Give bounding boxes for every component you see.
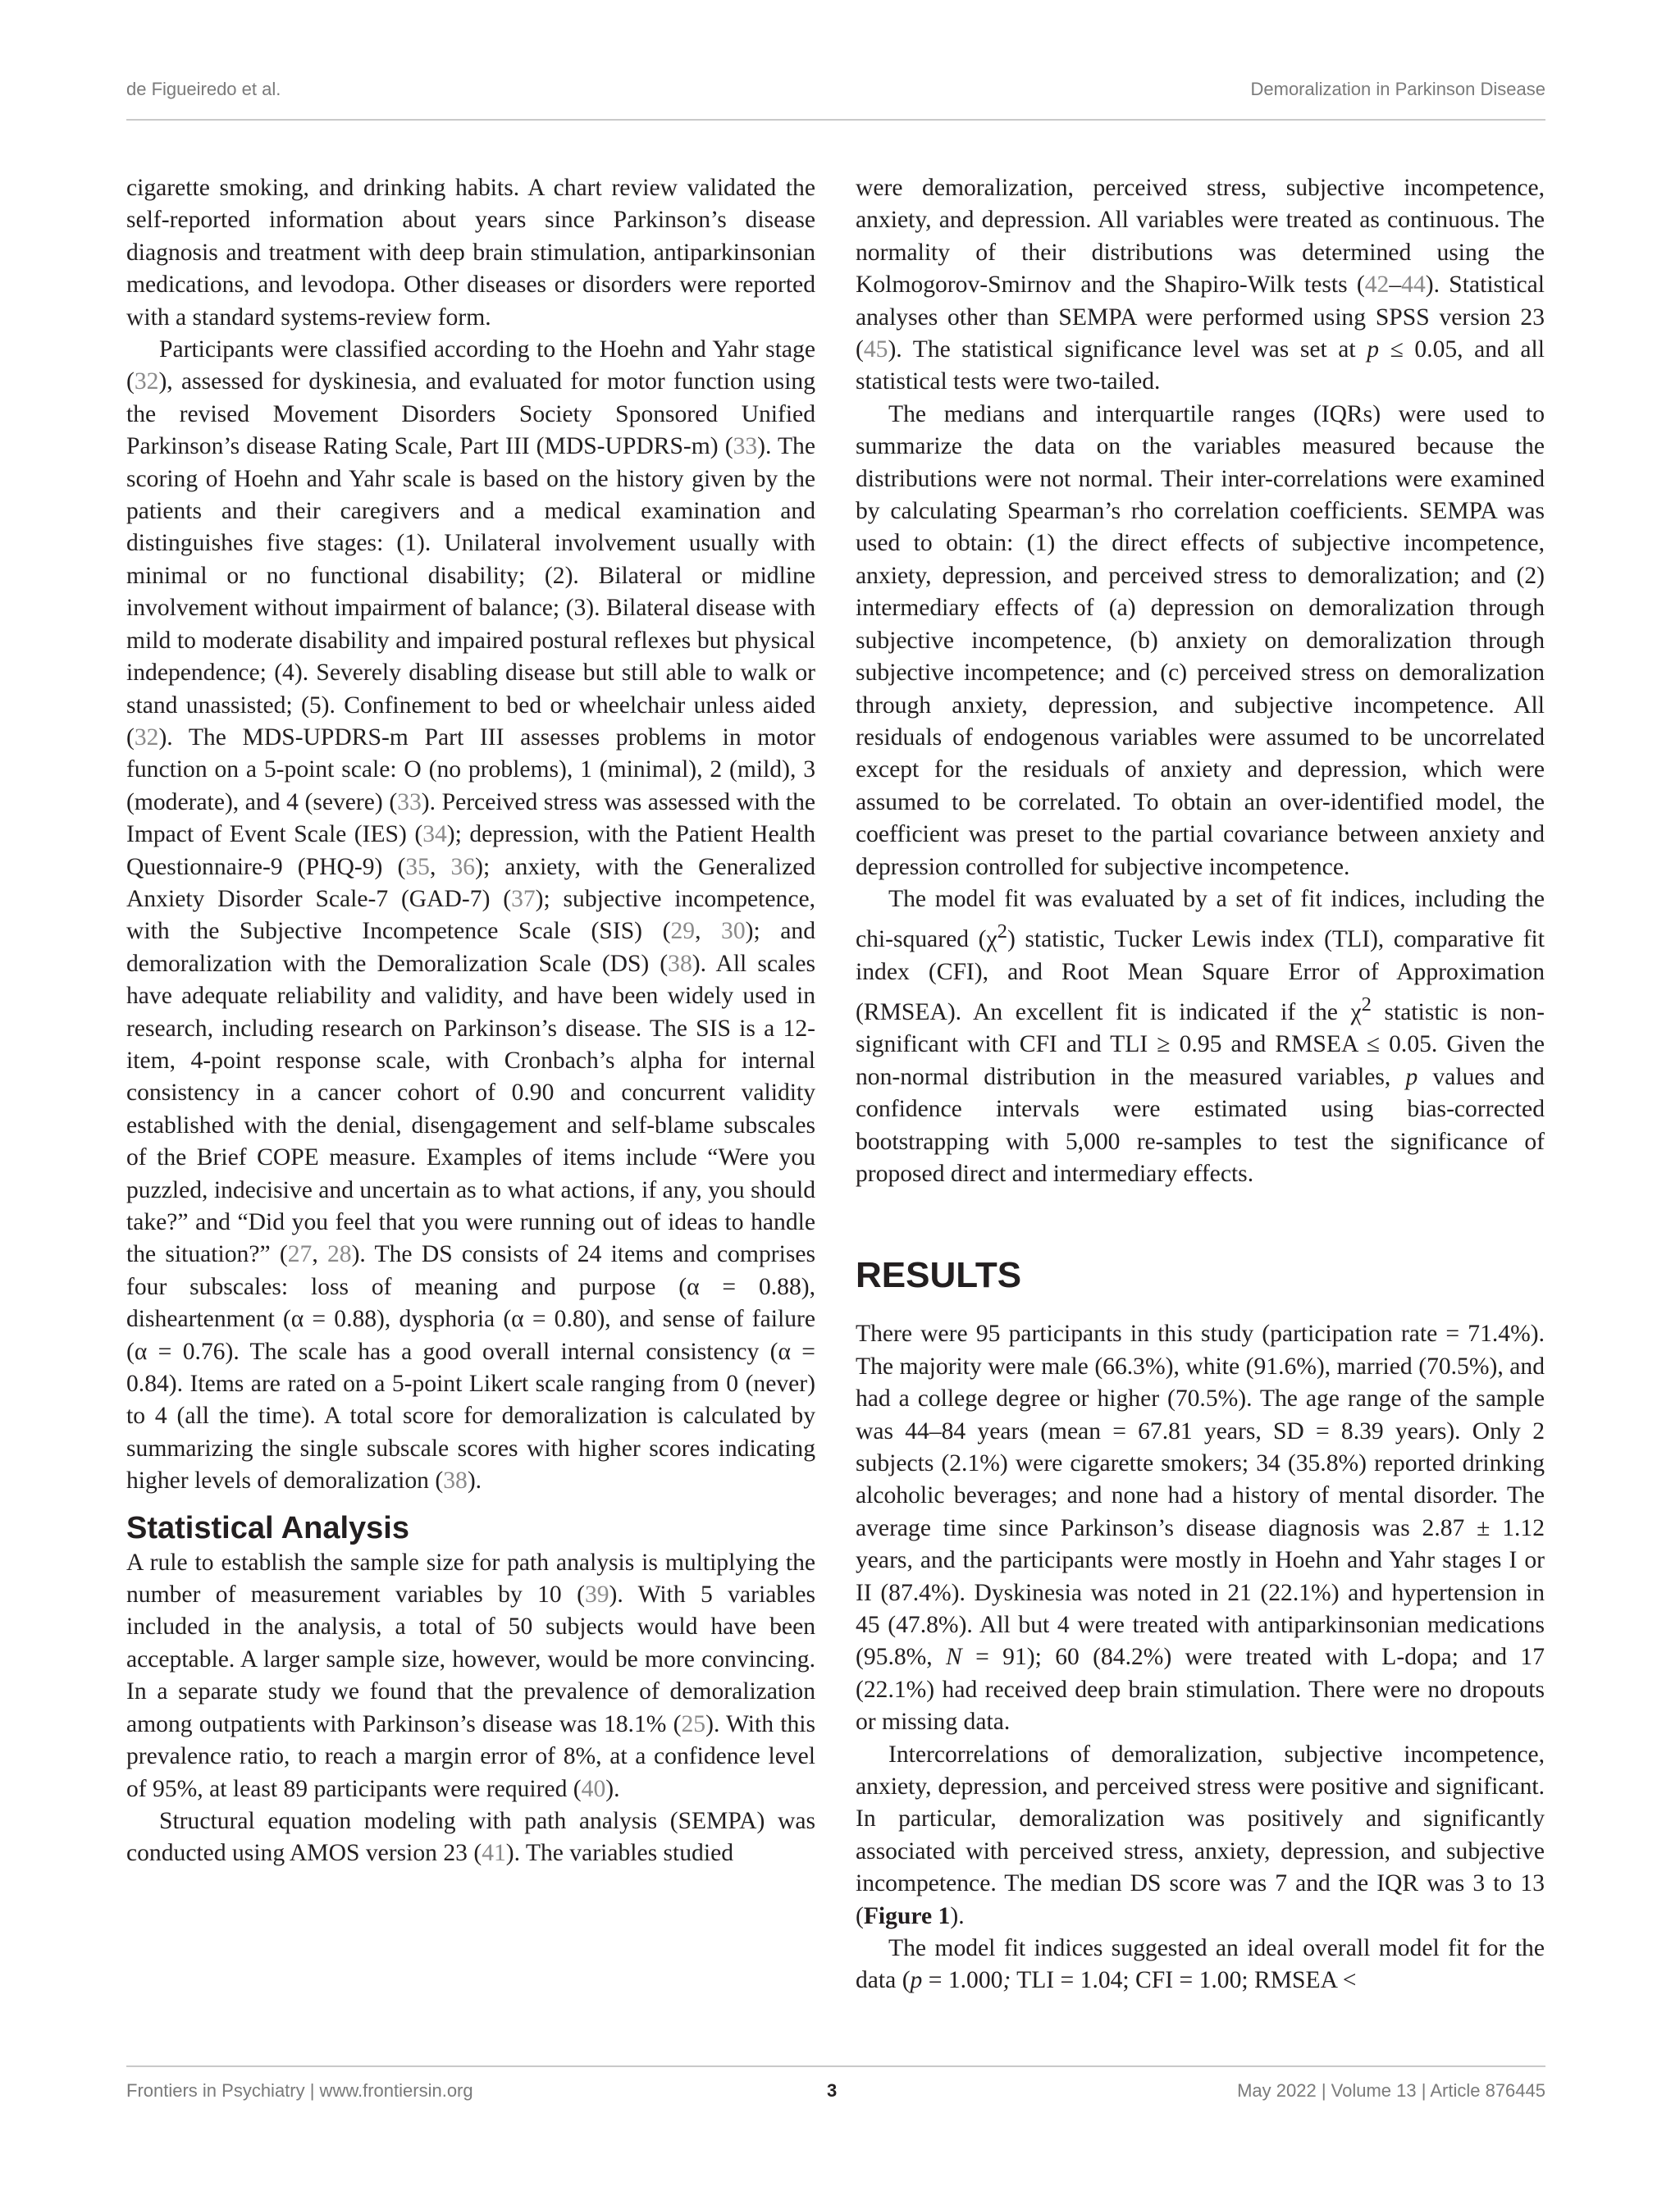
subsection-heading-statistical-analysis: Statistical Analysis <box>126 1510 409 1545</box>
paragraph-measures: Participants were classified according to the Hoehn and Yahr stage (32), assessed for dyskinesia, and evaluated for motor function using the revised Movement Disorders Society Sponsored Unified Parkinson’s disease Rating Scale, Part III (MDS-UPDRS-m) (33). The scoring of Hoehn and Yahr scale is based on the history given by the patients and their caregivers and a medical examination and distinguishes five stages: (1). Unilateral involvement usually with minimal or no functional disability; (2). Bilateral or midline involvement without impairment of balance; (3). Bilateral disease with mild to moderate disability and impaired postural reflexes but physical independence; (4). Severely disabling disease but still able to walk or stand unassisted; (5). Confinement to bed or wheelchair unless aided (32). The MDS-UPDRS-m Part III assesses problems in motor function on a 5-point scale: O (no problems), 1 (minimal), 2 (mild), 3 (moderate), and 4 (severe) (33). Perceived stress was assessed with the Impact of Event Scale (IES) (34); depression, with the Patient Health Questionnaire-9 (PHQ-9) (35, 36); anxiety, with the Generalized Anxiety Disorder Scale-7 (GAD-7) (37); subjective incompetence, with the Subjective Incompetence Scale (SIS) (29, 30); and demoralization with the Demoralization Scale (DS) (38). All scales have adequate reliability and validity, and have been widely used in research, including research on Parkinson’s disease. The SIS is a 12-item, 4-point response scale, with Cronbach’s alpha for internal consistency in a cancer cohort of 0.90 and concurrent validity established with the denial, disengagement and self-blame subscales of the Brief COPE measure. Examples of items include “Were you puzzled, indecisive and uncertain as to what actions, if any, you should take?” and “Did you feel that you were running out of ideas to handle the situation?” (27, 28). The DS consists of 24 items and comprises four subscales: loss of meaning and purpose (α = 0.88), disheartenment (α = 0.88), dysphoria (α = 0.80), and sense of failure (α = 0.76). The scale has a good overall internal consistency (α = 0.84). Items are rated on a 5-point Likert scale ranging from 0 (never) to 4 (all the time). A total score for demoralization is calculated by summarizing the single subscale scores with higher scores indicating higher levels of demoralization (38). <box>126 336 816 1495</box>
citation-link[interactable]: 36 <box>450 853 476 880</box>
paragraph-participants: There were 95 participants in this study (participation rate = 71.4%). The majority were male (66.3%), white (91.6%), married (70.5%), and had a college degree or higher (70.5%). The age range of the sample was 44–84 years (mean = 67.81 years, SD = 8.39 years). Only 2 subjects (2.1%) were cigarette smokers; 34 (35.8%) reported drinking alcoholic beverages; and none had a history of mental disorder. The average time since Parkinson’s disease diagnosis was 2.87 ± 1.12 years, and the participants were mostly in Hoehn and Yahr stages I or II (87.4%). Dyskinesia was noted in 21 (22.1%) and hypertension in 45 (47.8%). All but 4 were treated with antiparkinsonian medications (95.8%, N = 91); 60 (84.2%) were treated with L-dopa; and 17 (22.1%) had received deep brain stimulation. There were no dropouts or missing data. <box>856 1321 1545 1736</box>
left-column <box>126 172 815 1870</box>
citation-link[interactable]: 44 <box>1401 272 1426 299</box>
citation-link[interactable]: 40 <box>581 1775 606 1802</box>
running-header-title: Demoralization in Parkinson Disease <box>1250 79 1545 99</box>
citation-link[interactable]: 32 <box>134 723 159 751</box>
citation-link[interactable]: 45 <box>863 336 888 363</box>
citation-link[interactable]: 29 <box>670 918 696 945</box>
citation-link[interactable]: 33 <box>733 433 758 460</box>
footer-divider <box>126 2065 1545 2067</box>
paragraph-data-sources: cigarette smoking, and drinking habits. A chart review validated the self-reported information about years since Parkinson’s disease diagnosis and treatment with deep brain stimulation, antiparkinsonian medications, and levodopa. Other diseases or disorders were reported with a standard systems-review form. <box>126 175 815 331</box>
citation-link[interactable]: 25 <box>681 1710 706 1737</box>
footer-journal: Frontiers in Psychiatry | www.frontiersin.org <box>126 2080 473 2101</box>
citation-link[interactable]: 32 <box>134 368 159 395</box>
paragraph-intercorrelations: Intercorrelations of demoralization, subjective incompetence, anxiety, depression, and perceived stress were positive and significant. In particular, demoralization was positively and significantly associated with perceived stress, anxiety, depression, and subjective incompetence. The median DS score was 7 and the IQR was 3 to 13 (Figure 1). <box>856 1741 1545 1929</box>
paragraph-sempa: Structural equation modeling with path analysis (SEMPA) was conducted using AMOS version 23 (41). The variables studied <box>126 1807 815 1867</box>
citation-link[interactable]: 39 <box>584 1582 609 1609</box>
paragraph-sample-size: A rule to establish the sample size for path analysis is multiplying the number of measurement variables by 10 (39). With 5 variables included in the analysis, a total of 50 subjects would have been acceptable. A larger sample size, however, would be more convincing. In a separate study we found that the prevalence of demoralization among outpatients with Parkinson’s disease was 18.1% (25). With this prevalence ratio, to reach a margin error of 8%, at a confidence level of 95%, at least 89 participants were required (40). <box>126 1549 816 1802</box>
right-column <box>856 172 1545 1997</box>
citation-link[interactable]: 42 <box>1364 272 1390 299</box>
citation-link[interactable]: 30 <box>721 918 746 945</box>
paragraph-variables: were demoralization, perceived stress, subjective incompetence, anxiety, and depression. All variables were treated as continuous. The normality of their distributions was determined using the Kolmogorov-Smirnov and the Shapiro-Wilk tests (42–44). Statistical analyses other than SEMPA were performed using SPSS version 23 (45). The statistical significance level was set at p ≤ 0.05, and all statistical tests were two-tailed. <box>856 175 1545 395</box>
citation-link[interactable]: 41 <box>482 1840 506 1867</box>
paragraph-medians: The medians and interquartile ranges (IQRs) were used to summarize the data on the variables measured because the distributions were not normal. Their inter-correlations were examined by calculating Spearman’s rho correlation coefficients. SEMPA was used to obtain: (1) the direct effects of subjective incompetence, anxiety, depression, and perceived stress to demoralization; and (2) intermediary effects of (a) depression on demoralization through subjective incompetence, (b) anxiety on demoralization through subjective incompetence; and (c) perceived stress on demoralization through anxiety, depression, and subjective incompetence. All residuals of endogenous variables were assumed to be uncorrelated except for the residuals of anxiety and depression, which were assumed to be correlated. To obtain an over-identified model, the coefficient was preset to the partial covariance between anxiety and depression controlled for subjective incompetence. <box>856 400 1545 880</box>
paragraph-fit-indices: The model fit indices suggested an ideal overall model fit for the data (p = 1.000; TLI = 1.04; CFI = 1.00; RMSEA < <box>856 1935 1545 1994</box>
figure-link[interactable]: Figure 1 <box>863 1902 951 1929</box>
citation-link[interactable]: 33 <box>397 788 422 815</box>
paragraph-model-fit: The model fit was evaluated by a set of fit indices, including the chi-squared $(\chi^2)$ statistic, Tucker Lewis index (TLI), comparative fit index (CFI), and Root Mean Square Error of Approximation (RMSEA). An excellent fit is indicated if the $\chi^2$ statistic is non-significant with CFI and TLI ≥ 0.95 and RMSEA ≤ 0.05. Given the non-normal distribution in the measured variables, p values and confidence intervals were estimated using bias-corrected bootstrapping with 5,000 re-samples to test the significance of proposed direct and intermediary effects. <box>856 885 1545 1187</box>
citation-link[interactable]: 38 <box>668 950 692 977</box>
page-number: 3 <box>827 2080 838 2101</box>
citation-link[interactable]: 28 <box>326 1241 352 1268</box>
citation-link[interactable]: 38 <box>443 1467 468 1495</box>
citation-link[interactable]: 37 <box>511 885 536 912</box>
citation-link[interactable]: 34 <box>422 821 447 848</box>
header-divider <box>126 119 1545 121</box>
citation-link[interactable]: 35 <box>405 853 430 880</box>
running-header-authors: de Figueiredo et al. <box>126 79 281 99</box>
section-heading-results: RESULTS <box>856 1255 1022 1296</box>
footer-issue: May 2022 | Volume 13 | Article 876445 <box>1237 2080 1545 2101</box>
citation-link[interactable]: 27 <box>287 1241 313 1268</box>
